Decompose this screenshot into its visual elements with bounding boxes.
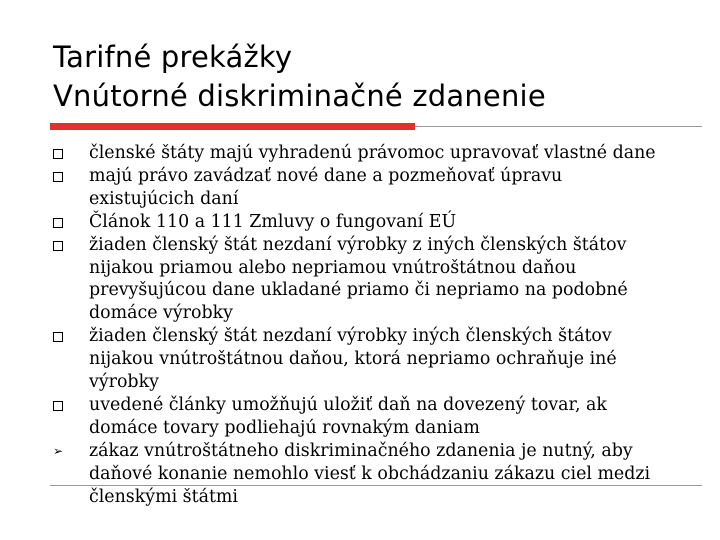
bullet-item-7 [53,440,673,509]
square-bullet-icon [53,149,63,159]
bullet-text-5: žiaden členský štát nezdaní výrobky iných členských štátov nijakou vnútroštátnou daňou, ktorá nepriamo ochraňuje iné výrobky [89,326,617,393]
bullet-text-3: Článok 110 a 111 Zmluvy o fungovaní EÚ [89,211,457,232]
title-line-1: Tarifné prekážky [53,40,293,74]
bullet-item-2 [53,165,673,211]
title-accent-bar [50,123,415,130]
bullet-text-4: žiaden členský štát nezdaní výrobky z iných členských štátov nijakou priamou alebo nepriamou vnútroštátnou daňou prevyšujúcou dane ukladané priamo či nepriamo na podobné domáce výrobky [89,234,628,324]
bullet-item-1 [53,142,673,165]
square-bullet-icon [53,218,63,228]
bullet-text-2: majú právo zavádzať nové dane a pozmeňovať úpravu existujúcich daní [89,165,563,209]
bullet-list [53,142,673,509]
bullet-item-4 [53,234,673,326]
bullet-item-5 [53,325,673,394]
bullet-item-6 [53,394,673,440]
square-bullet-icon [53,332,63,342]
arrow-bullet-icon: ➢ [53,443,64,458]
bullet-text-1: členské štáty majú vyhradenú právomoc upravovať vlastné dane [89,143,656,163]
bullet-text-7: zákaz vnútroštátneho diskriminačného zdanenia je nutný, aby daňové konanie nemohlo viesť k obchádzaniu zákazu ciel medzi členskými štátmi [89,440,651,507]
square-bullet-icon [53,172,63,182]
title-line-2: Vnútorné diskriminačné zdanenie [53,79,546,113]
square-bullet-icon [53,401,63,411]
slide-title [53,38,546,116]
bullet-text-6: uvedené články umožňujú uložiť daň na dovezený tovar, ak domáce tovary podliehajú rovnakým daniam [89,394,607,438]
bullet-item-3 [53,211,673,234]
square-bullet-icon [53,241,63,251]
